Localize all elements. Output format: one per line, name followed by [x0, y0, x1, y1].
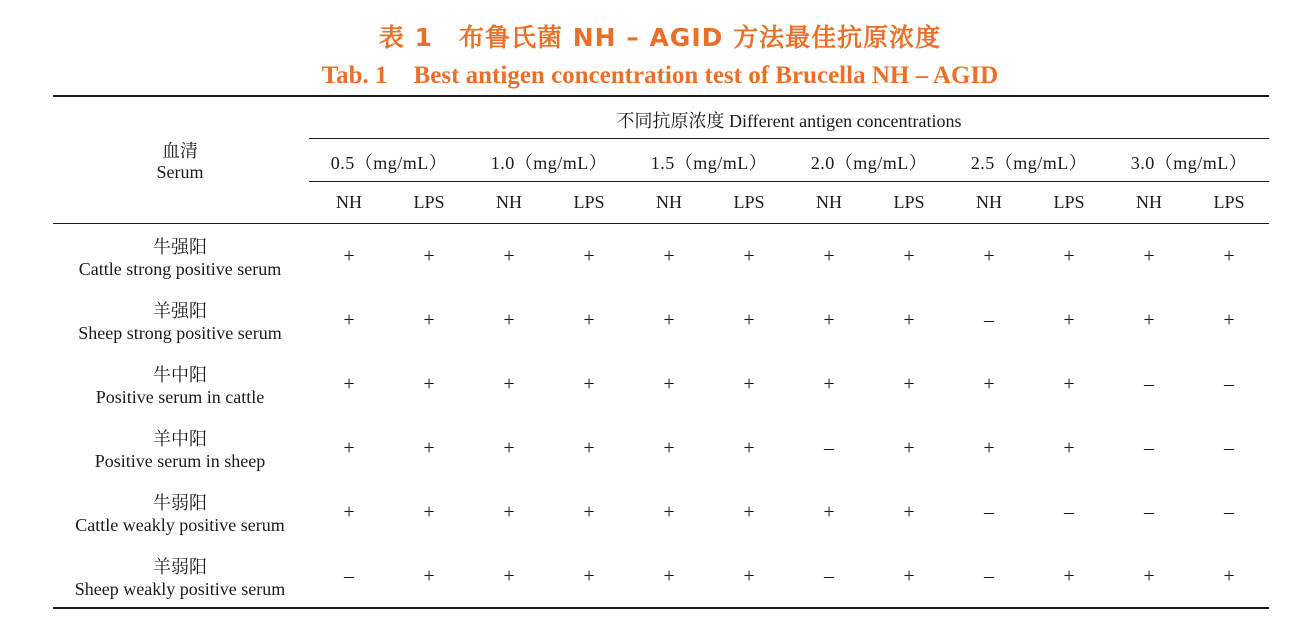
result-cell: – [1144, 501, 1154, 523]
result-cell: + [423, 309, 435, 331]
subheader-lps: LPS [413, 192, 445, 212]
serum-name-english: Cattle weakly positive serum [75, 515, 285, 535]
subheader-nh: NH [976, 192, 1002, 212]
subheader-nh: NH [816, 192, 842, 212]
result-cell: + [583, 309, 595, 331]
result-cell: – [1224, 373, 1234, 395]
result-cell: + [743, 565, 755, 587]
result-cell: + [983, 373, 995, 395]
result-cell: + [503, 565, 515, 587]
top-rule [53, 95, 1269, 97]
result-cell: + [903, 437, 915, 459]
result-cell: + [1063, 565, 1075, 587]
serum-name-chinese: 牛弱阳 [153, 493, 207, 514]
serum-name-english: Positive serum in cattle [95, 387, 265, 407]
result-cell: + [663, 309, 675, 331]
table-title-english-text: Best antigen concentration test of Brucella NH – AGID [413, 62, 999, 89]
serum-name-chinese: 羊中阳 [153, 429, 207, 450]
result-cell: + [663, 245, 675, 267]
result-cell: + [663, 501, 675, 523]
subheader-nh: NH [496, 192, 522, 212]
result-cell: + [743, 501, 755, 523]
result-cell: + [1143, 565, 1155, 587]
result-cell: + [503, 501, 515, 523]
result-cell: + [1063, 437, 1075, 459]
result-cell: – [824, 437, 834, 459]
subheader-lps: LPS [1053, 192, 1085, 212]
result-cell: + [343, 501, 355, 523]
result-cell: – [984, 565, 994, 587]
result-cell: + [903, 501, 915, 523]
serum-name-english: Sheep weakly positive serum [74, 579, 286, 599]
result-cell: + [583, 565, 595, 587]
result-cell: – [1064, 501, 1074, 523]
result-cell: + [583, 245, 595, 267]
table-title-chinese [0, 18, 1300, 54]
result-cell: + [343, 245, 355, 267]
result-cell: + [1063, 373, 1075, 395]
result-cell: + [423, 565, 435, 587]
result-cell: + [823, 373, 835, 395]
result-cell: + [903, 373, 915, 395]
subheader-lps: LPS [1213, 192, 1245, 212]
result-cell: + [423, 373, 435, 395]
result-cell: + [663, 373, 675, 395]
serum-name-chinese: 羊强阳 [153, 301, 207, 322]
concentration-header: 2.5（mg/mL） [970, 153, 1088, 173]
result-cell: + [1063, 245, 1075, 267]
subheader-nh: NH [336, 192, 362, 212]
result-cell: + [983, 437, 995, 459]
result-cell: + [1223, 565, 1235, 587]
result-cell: + [743, 373, 755, 395]
result-cell: – [1144, 373, 1154, 395]
result-cell: – [984, 309, 994, 331]
header-bottom-rule [53, 223, 1269, 224]
concentration-header: 1.5（mg/mL） [650, 153, 768, 173]
result-cell: – [344, 565, 354, 587]
serum-name-chinese: 羊弱阳 [153, 557, 207, 578]
serum-header-chinese: 血清 [162, 141, 198, 162]
result-cell: + [423, 245, 435, 267]
result-cell: + [663, 437, 675, 459]
subheader-nh: NH [656, 192, 682, 212]
result-cell: – [1224, 501, 1234, 523]
result-cell: + [343, 309, 355, 331]
result-cell: + [503, 373, 515, 395]
concentration-header: 3.0（mg/mL） [1130, 153, 1248, 173]
result-cell: + [1223, 245, 1235, 267]
result-cell: + [423, 501, 435, 523]
result-cell: + [1143, 309, 1155, 331]
table-title-chinese-text: 布鲁氏菌 NH – AGID 方法最佳抗原浓度 [459, 23, 942, 52]
subheader-lps: LPS [733, 192, 765, 212]
result-cell: + [583, 373, 595, 395]
serum-name-english: Cattle strong positive serum [78, 259, 282, 279]
concentration-header: 2.0（mg/mL） [810, 153, 928, 173]
group-header-rule [309, 138, 1269, 139]
result-cell: + [343, 373, 355, 395]
result-cell: – [824, 565, 834, 587]
result-cell: + [503, 437, 515, 459]
subheader-nh: NH [1136, 192, 1162, 212]
result-cell: + [743, 437, 755, 459]
result-cell: + [823, 501, 835, 523]
subheader-lps: LPS [893, 192, 925, 212]
bottom-rule [53, 607, 1269, 609]
group-header: 不同抗原浓度 Different antigen concentrations [616, 111, 962, 131]
result-cell: + [743, 309, 755, 331]
result-cell: + [583, 437, 595, 459]
result-cell: + [903, 309, 915, 331]
result-cell: + [583, 501, 595, 523]
table-number-english: Tab. 1 [321, 62, 388, 89]
table-number-chinese: 表 1 [378, 23, 433, 52]
result-cell: + [903, 245, 915, 267]
serum-name-english: Positive serum in sheep [94, 451, 266, 471]
result-cell: – [1144, 437, 1154, 459]
serum-name-chinese: 牛中阳 [153, 365, 207, 386]
concentration-header: 1.0（mg/mL） [490, 153, 608, 173]
serum-name-chinese: 牛强阳 [153, 237, 207, 258]
result-cell: + [663, 565, 675, 587]
result-cell: + [343, 437, 355, 459]
serum-header-english: Serum [156, 162, 204, 182]
subheader-lps: LPS [573, 192, 605, 212]
serum-name-english: Sheep strong positive serum [78, 323, 282, 343]
concentration-header: 0.5（mg/mL） [330, 153, 448, 173]
table-title-english [0, 62, 1300, 90]
result-cell: + [823, 309, 835, 331]
result-cell: + [983, 245, 995, 267]
result-cell: + [1143, 245, 1155, 267]
result-cell: + [1063, 309, 1075, 331]
result-cell: – [1224, 437, 1234, 459]
result-cell: + [743, 245, 755, 267]
result-cell: + [1223, 309, 1235, 331]
result-cell: + [423, 437, 435, 459]
result-cell: + [903, 565, 915, 587]
concentration-header-rule [309, 181, 1269, 182]
result-cell: + [503, 309, 515, 331]
result-cell: – [984, 501, 994, 523]
result-cell: + [503, 245, 515, 267]
result-cell: + [823, 245, 835, 267]
